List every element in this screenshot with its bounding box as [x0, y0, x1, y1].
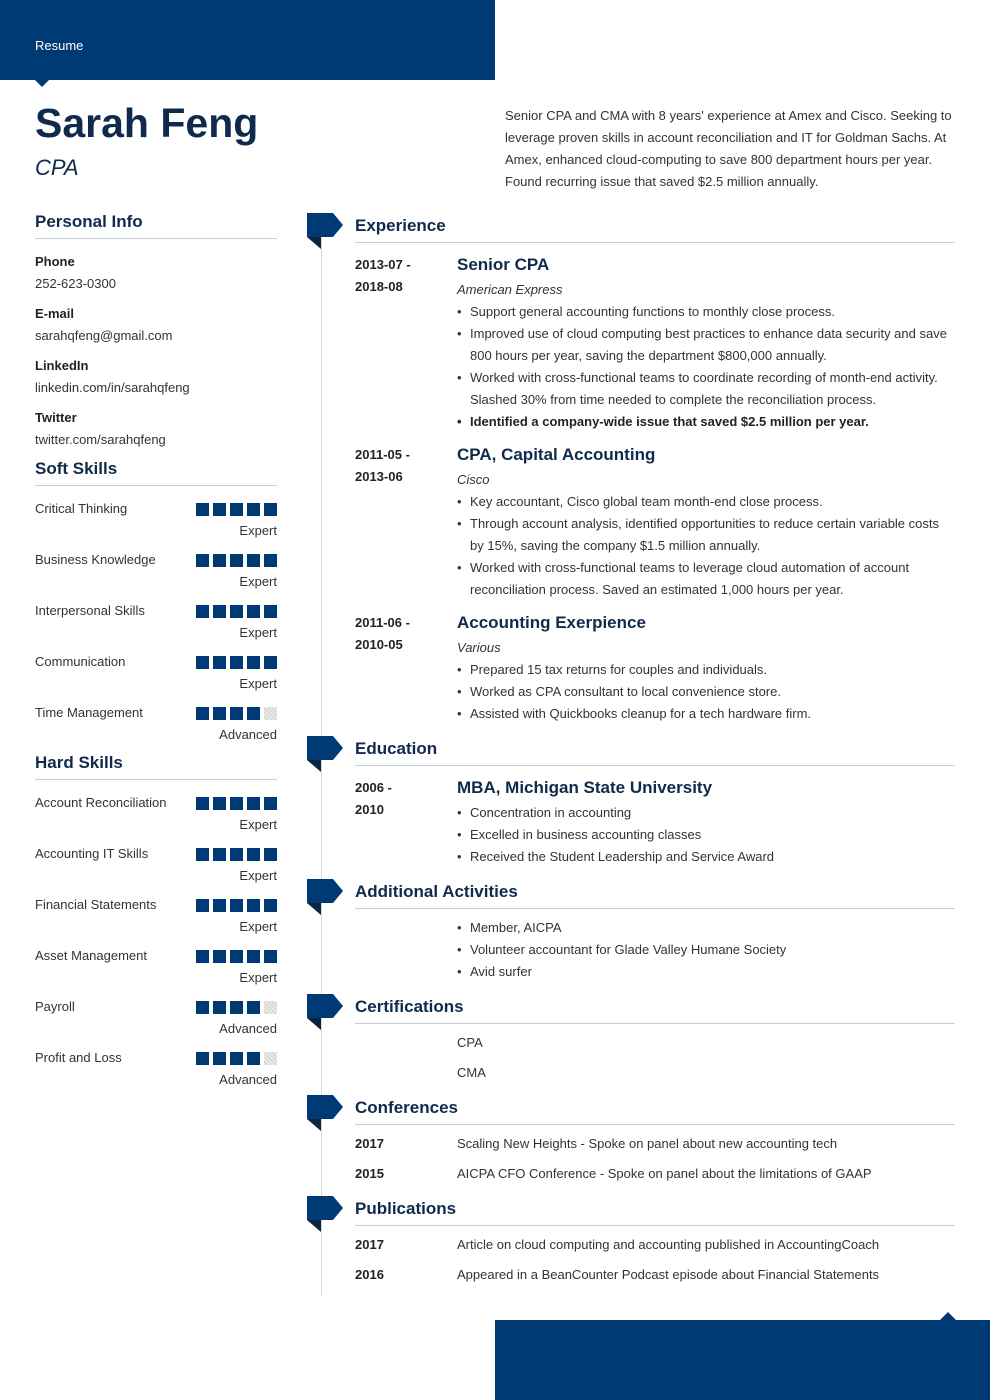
skill-name: Financial Statements [35, 897, 157, 912]
bullet-item: • Key accountant, Cisco global team month-end close process. [457, 491, 955, 513]
education-heading: Education [355, 739, 955, 766]
entry-dates [355, 777, 435, 821]
publication-text: Appeared in a BeanCounter Podcast episode about Financial Statements [457, 1267, 880, 1282]
skill-name: Profit and Loss [35, 1050, 122, 1065]
experience-entry [355, 612, 955, 725]
company-name: Various [457, 640, 501, 655]
rating-square-filled [196, 797, 209, 810]
experience-entry [355, 254, 955, 433]
skill-item [35, 1047, 277, 1091]
info-label: E-mail [35, 306, 75, 321]
certification-name: CPA [457, 1035, 483, 1050]
skill-item [35, 498, 277, 542]
skill-level: Advanced [219, 1021, 277, 1036]
publication-year: 2016 [355, 1267, 384, 1282]
skill-level: Expert [239, 970, 277, 985]
rating-square-filled [213, 503, 226, 516]
activities-entry [355, 917, 955, 983]
bullet-item: • Member, AICPA [457, 917, 955, 939]
education-entry [355, 777, 955, 868]
rating-square-filled [247, 656, 260, 669]
rating-square-filled [213, 656, 226, 669]
skill-rating [196, 503, 277, 516]
bullet-item: • Prepared 15 tax returns for couples and individuals. [457, 659, 955, 681]
skill-name: Account Reconciliation [35, 795, 167, 810]
rating-square-filled [213, 605, 226, 618]
rating-square-filled [264, 503, 277, 516]
skill-item [35, 792, 277, 836]
rating-square-filled [247, 848, 260, 861]
rating-square-filled [230, 554, 243, 567]
section-marker-icon [307, 736, 343, 772]
rating-square-filled [230, 656, 243, 669]
skill-item [35, 996, 277, 1040]
rating-square-filled [247, 554, 260, 567]
info-label: Phone [35, 254, 75, 269]
certification-name: CMA [457, 1065, 486, 1080]
top-banner [0, 0, 495, 80]
email-value[interactable]: sarahqfeng@gmail.com [35, 328, 173, 343]
top-banner-notch [34, 79, 50, 87]
skill-rating [196, 797, 277, 810]
rating-square-filled [230, 797, 243, 810]
hard-skills-heading: Hard Skills [35, 753, 277, 780]
company-name: Cisco [457, 472, 490, 487]
skill-rating [196, 848, 277, 861]
bullet-item: • Worked as CPA consultant to local convenience store. [457, 681, 955, 703]
skill-level: Expert [239, 868, 277, 883]
rating-square-empty [264, 1052, 277, 1065]
bullet-item: • Assisted with Quickbooks cleanup for a tech hardware firm. [457, 703, 955, 725]
skill-name: Critical Thinking [35, 501, 128, 516]
rating-square-filled [213, 554, 226, 567]
rating-square-filled [264, 848, 277, 861]
certification-item [355, 1032, 955, 1054]
skill-level: Advanced [219, 1072, 277, 1087]
skill-rating [196, 656, 277, 669]
section-marker-icon [307, 879, 343, 915]
entry-dates [355, 254, 435, 298]
rating-square-filled [213, 707, 226, 720]
personal-info-list [35, 251, 277, 451]
bullet-item: • Through account analysis, identified opportunities to reduce certain variable costs by 15%, saving the company $1.5 million annually. [457, 513, 955, 557]
bullet-item: • Improved use of cloud computing best practices to enhance data security and save 800 hours per year, saving the department $800,000 annually. [457, 323, 955, 367]
skill-name: Communication [35, 654, 126, 669]
resume-label: Resume [35, 38, 84, 53]
rating-square-filled [196, 707, 209, 720]
rating-square-filled [264, 899, 277, 912]
rating-square-filled [247, 1001, 260, 1014]
bullet-item: • Worked with cross-functional teams to coordinate recording of month-end activity. Slashed 30% from time needed to complete the reconciliation process. [457, 367, 955, 411]
rating-square-filled [196, 656, 209, 669]
rating-square-filled [230, 899, 243, 912]
skill-rating [196, 605, 277, 618]
date-start: 2013-07 - [355, 257, 411, 272]
skill-level: Advanced [219, 727, 277, 742]
skill-level: Expert [239, 676, 277, 691]
rating-square-filled [264, 950, 277, 963]
rating-square-filled [247, 707, 260, 720]
bullet-item: • Volunteer accountant for Glade Valley Humane Society [457, 939, 955, 961]
skill-item [35, 894, 277, 938]
degree-title: MBA, Michigan State University [457, 778, 713, 797]
job-title: Senior CPA [457, 255, 550, 274]
info-label: Twitter [35, 410, 77, 425]
rating-square-empty [264, 707, 277, 720]
rating-square-filled [230, 1001, 243, 1014]
bullet-item: • Support general accounting functions to monthly close process. [457, 301, 955, 323]
rating-square-filled [247, 1052, 260, 1065]
bottom-banner [495, 1320, 990, 1400]
rating-square-filled [213, 899, 226, 912]
profile-summary: Senior CPA and CMA with 8 years' experience at Amex and Cisco. Seeking to leverage proven skills in account reconciliation and IT for Goldman Sachs. At Amex, enhanced cloud-computing to save 800 department hours per year. Found recurring issue that saved $2.5 million annually. [505, 108, 952, 189]
soft-skills-list [35, 498, 277, 746]
skill-rating [196, 1001, 277, 1014]
bullet-list [457, 301, 955, 433]
rating-square-filled [247, 797, 260, 810]
skill-item [35, 549, 277, 593]
soft-skills-heading: Soft Skills [35, 459, 277, 486]
date-start: 2011-06 - [355, 615, 410, 630]
date-start: 2011-05 - [355, 447, 410, 462]
skill-rating [196, 899, 277, 912]
skill-name: Payroll [35, 999, 75, 1014]
linkedin-value[interactable]: linkedin.com/in/sarahqfeng [35, 380, 190, 395]
date-start: 2006 - [355, 780, 392, 795]
conference-text: AICPA CFO Conference - Spoke on panel about the limitations of GAAP [457, 1166, 872, 1181]
rating-square-filled [230, 503, 243, 516]
rating-square-filled [247, 899, 260, 912]
skill-level: Expert [239, 919, 277, 934]
bottom-banner-notch [940, 1312, 956, 1320]
skill-level: Expert [239, 817, 277, 832]
bullet-item: • Identified a company-wide issue that saved $2.5 million per year. [457, 411, 955, 433]
experience-entry [355, 444, 955, 601]
skill-level: Expert [239, 523, 277, 538]
publication-item [355, 1234, 955, 1256]
rating-square-filled [213, 1001, 226, 1014]
rating-square-filled [213, 1052, 226, 1065]
rating-square-filled [247, 950, 260, 963]
bullet-item: • Concentration in accounting [457, 802, 955, 824]
conferences-heading: Conferences [355, 1098, 955, 1125]
skill-name: Interpersonal Skills [35, 603, 145, 618]
candidate-title: CPA [35, 155, 79, 180]
date-end: 2018-08 [355, 279, 403, 294]
skill-level: Expert [239, 574, 277, 589]
rating-square-filled [264, 797, 277, 810]
rating-square-filled [230, 605, 243, 618]
rating-square-filled [230, 950, 243, 963]
experience-heading: Experience [355, 216, 955, 243]
rating-square-filled [196, 848, 209, 861]
bullet-item: • Received the Student Leadership and Service Award [457, 846, 955, 868]
rating-square-empty [264, 1001, 277, 1014]
skill-item [35, 843, 277, 887]
rating-square-filled [196, 605, 209, 618]
phone-value: 252-623-0300 [35, 276, 116, 291]
publications-heading: Publications [355, 1199, 955, 1226]
publication-item [355, 1264, 955, 1286]
bullet-list [457, 802, 955, 868]
skill-item [35, 945, 277, 989]
bullet-list [457, 491, 955, 601]
skill-level: Expert [239, 625, 277, 640]
entry-dates [355, 444, 435, 488]
rating-square-filled [196, 899, 209, 912]
rating-square-filled [196, 950, 209, 963]
conference-text: Scaling New Heights - Spoke on panel about new accounting tech [457, 1136, 838, 1151]
info-phone [35, 251, 277, 295]
rating-square-filled [247, 503, 260, 516]
skill-name: Accounting IT Skills [35, 846, 149, 861]
publication-text: Article on cloud computing and accounting published in AccountingCoach [457, 1237, 880, 1252]
rating-square-filled [196, 554, 209, 567]
rating-square-filled [213, 797, 226, 810]
skill-rating [196, 707, 277, 720]
section-marker-icon [307, 1196, 343, 1232]
skill-name: Time Management [35, 705, 143, 720]
conference-year: 2015 [355, 1166, 384, 1181]
certification-item [355, 1062, 955, 1084]
info-label: LinkedIn [35, 358, 89, 373]
conference-year: 2017 [355, 1136, 384, 1151]
info-email [35, 303, 277, 347]
date-end: 2010-05 [355, 637, 403, 652]
bullet-item: • Avid surfer [457, 961, 955, 983]
skill-item [35, 702, 277, 746]
publication-year: 2017 [355, 1237, 384, 1252]
twitter-value[interactable]: twitter.com/sarahqfeng [35, 432, 166, 447]
rating-square-filled [196, 1052, 209, 1065]
rating-square-filled [264, 554, 277, 567]
rating-square-filled [213, 950, 226, 963]
rating-square-filled [264, 656, 277, 669]
job-title: Accounting Exerpience [457, 613, 646, 632]
entry-dates [355, 612, 435, 656]
candidate-name: Sarah Feng [35, 100, 259, 146]
rating-square-filled [213, 848, 226, 861]
date-end: 2010 [355, 802, 384, 817]
rating-square-filled [196, 1001, 209, 1014]
section-marker-icon [307, 1095, 343, 1131]
bullet-list [457, 917, 955, 983]
rating-square-filled [230, 848, 243, 861]
hard-skills-list [35, 792, 277, 1091]
conference-item [355, 1163, 955, 1185]
info-linkedin [35, 355, 277, 399]
personal-info-heading: Personal Info [35, 212, 277, 239]
activities-heading: Additional Activities [355, 882, 955, 909]
rating-square-filled [230, 1052, 243, 1065]
conference-item [355, 1133, 955, 1155]
skill-name: Business Knowledge [35, 552, 156, 567]
left-column [35, 212, 277, 1098]
rating-square-filled [264, 605, 277, 618]
rating-square-filled [196, 503, 209, 516]
skill-rating [196, 554, 277, 567]
section-marker-icon [307, 994, 343, 1030]
certifications-heading: Certifications [355, 997, 955, 1024]
job-title: CPA, Capital Accounting [457, 445, 656, 464]
skill-name: Asset Management [35, 948, 148, 963]
skill-rating [196, 950, 277, 963]
bullet-item: • Worked with cross-functional teams to leverage cloud automation of account reconciliation process. Saved an estimated 1,000 hours per year. [457, 557, 955, 601]
rating-square-filled [247, 605, 260, 618]
company-name: American Express [457, 282, 563, 297]
date-end: 2013-06 [355, 469, 403, 484]
skill-item [35, 600, 277, 644]
bullet-item: • Excelled in business accounting classes [457, 824, 955, 846]
info-twitter [35, 407, 277, 451]
rating-square-filled [230, 707, 243, 720]
bullet-list [457, 659, 955, 725]
section-marker-icon [307, 213, 343, 249]
skill-item [35, 651, 277, 695]
skill-rating [196, 1052, 277, 1065]
